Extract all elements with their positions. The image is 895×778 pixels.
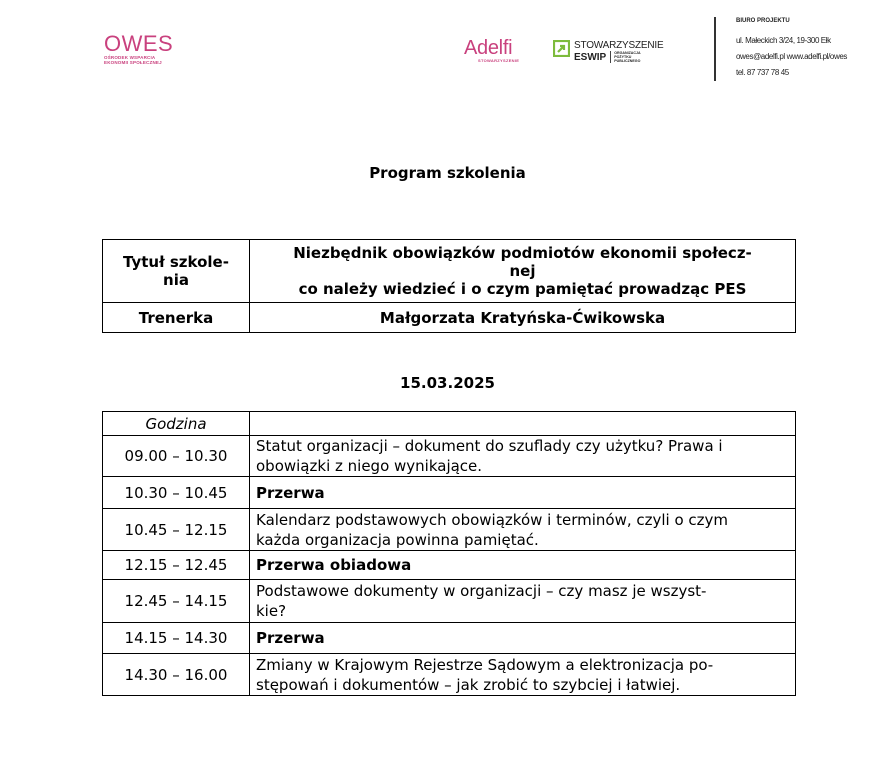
eswip-logo-name: ESWIP [574,51,607,63]
row-topic-line: Statut organizacji – dokument do szuflady czy użytku? Prawa i [256,437,723,455]
office-phone: tel. 87 737 78 45 [736,68,789,77]
table-row [103,240,796,303]
row-topic: Przerwa [250,623,796,654]
row-topic-line: każda organizacja powinna pamiętać. [256,530,539,549]
row-topic-line: Podstawowe dokumenty w organizacji – czy masz je wszyst- [256,582,707,600]
header-time: Godzina [103,412,250,436]
title-value-cell [250,240,796,303]
row-time: 14.15 – 14.30 [103,623,250,654]
table-row [103,477,796,509]
row-time: 12.15 – 12.45 [103,551,250,580]
row-topic [250,654,796,696]
adelfi-logo [464,38,519,63]
project-office-info [736,18,847,81]
table-row [103,654,796,696]
row-topic-line: Zmiany w Krajowym Rejestrze Sądowym a elektronizacja po- [256,655,714,674]
row-topic-line: stępowań i dokumentów – jak zrobić to szybciej i łatwiej. [256,675,681,694]
title-value: nej [509,262,536,280]
owes-logo-title: OWES [104,31,174,56]
adelfi-logo-subtitle: STOWARZYSZENIE [478,58,520,63]
row-time: 10.30 – 10.45 [103,477,250,509]
row-time: 14.30 – 16.00 [103,654,250,696]
training-date: 15.03.2025 [400,374,495,392]
trainer-value: Małgorzata Kratyńska-Ćwikowska [250,303,796,333]
title-label: Tytuł szkole- [123,253,229,271]
title-label: nia [163,271,189,289]
table-row [103,509,796,551]
row-topic-line: kie? [256,602,287,620]
office-title: BIURO PROJEKTU [736,18,790,24]
adelfi-logo-title: Adelfi [464,37,513,59]
table-row [103,580,796,623]
title-label-cell [103,240,250,303]
row-time: 09.00 – 10.30 [103,436,250,477]
eswip-arrow-icon [553,40,570,57]
row-topic-line: obowiązki z niego wynikające. [256,457,483,475]
row-time: 12.45 – 14.15 [103,580,250,623]
owes-logo-subtitle: OŚRODEK WSPARCIA [104,55,156,60]
eswip-logo-line1: STOWARZYSZENIE [574,40,664,51]
row-topic: Przerwa obiadowa [250,551,796,580]
row-topic [250,509,796,551]
owes-logo [104,33,174,65]
row-topic [250,436,796,477]
trainer-label: Trenerka [103,303,250,333]
row-topic: Przerwa [250,477,796,509]
eswip-logo-desc: ORGANIZACJA POŻYTKU PUBLICZNEGO [610,51,654,63]
table-row [103,303,796,333]
row-topic [250,580,796,623]
table-row [103,436,796,477]
eswip-logo [553,40,663,63]
header-divider [714,17,716,81]
row-topic-line: Kalendarz podstawowych obowiązków i terminów, czyli o czym [256,510,729,529]
table-row [103,551,796,580]
title-value: Niezbędnik obowiązków podmiotów ekonomii społecz- [293,244,752,262]
table-header-row [103,412,796,436]
owes-logo-subtitle: EKONOMII SPOŁECZNEJ [104,60,162,65]
row-time: 10.45 – 12.15 [103,509,250,551]
header-topic [250,412,796,436]
table-row [103,623,796,654]
page-title: Program szkolenia [369,164,526,182]
schedule-table [102,411,796,696]
office-contact: owes@adelfi.pl www.adelfi.pl/owes [736,52,847,61]
training-info-table [102,239,796,333]
office-address: ul. Małeckich 3/24, 19-300 Ełk [736,36,831,45]
title-value: co należy wiedzieć i o czym pamiętać prowadząc PES [298,280,747,298]
